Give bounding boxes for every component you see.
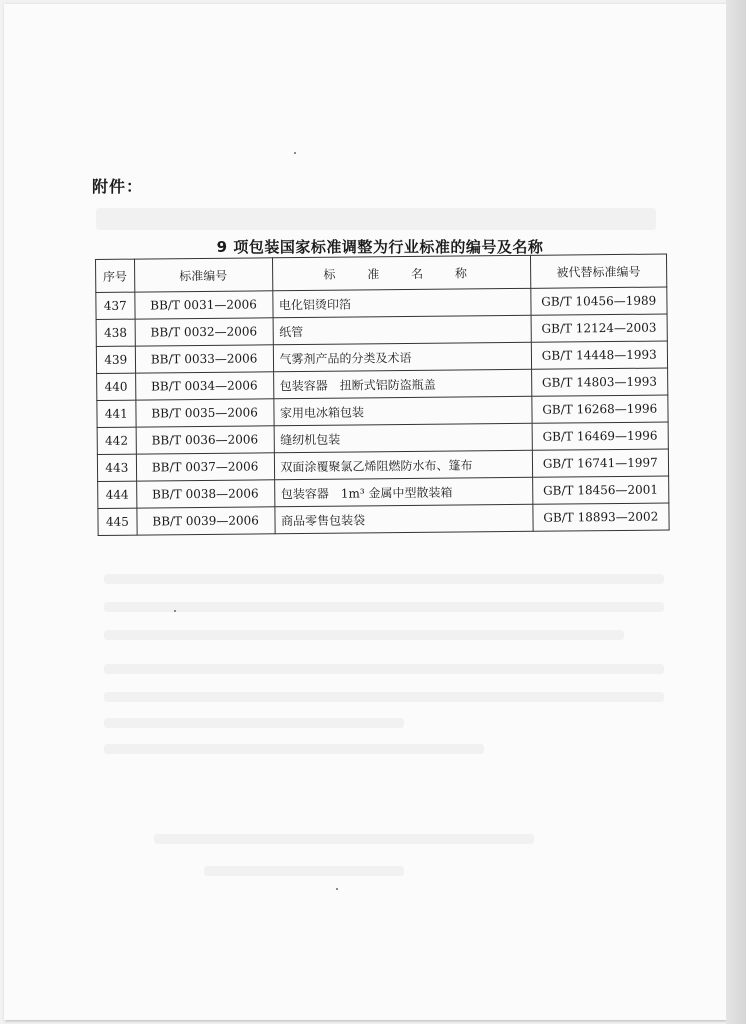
cell-standard-name: 商品零售包装袋 [274,504,532,533]
cell-standard-name: 缝纫机包装 [274,423,532,452]
header-standard-code: 标准编号 [134,258,272,292]
cell-standard-name: 电化铝烫印箔 [272,288,530,317]
paper-speck [336,888,338,890]
cell-standard-code: BB/T 0036—2006 [136,426,274,454]
cell-replaced-code: GB/T 10456—1989 [530,287,667,315]
show-through-mark [204,866,404,876]
cell-standard-name: 双面涂覆聚氯乙烯阻燃防水布、篷布 [274,450,532,479]
header-standard-name [272,255,530,290]
cell-replaced-code: GB/T 14803—1993 [531,368,668,396]
cell-serial-no: 443 [97,454,136,481]
attachment-label: 附件： [92,177,144,196]
header-serial-no: 序号 [96,259,135,292]
cell-serial-no: 437 [96,292,135,319]
show-through-mark [104,664,664,674]
show-through-mark [104,630,624,640]
show-through-mark [104,574,664,584]
cell-replaced-code: GB/T 14448—1993 [531,341,668,369]
cell-serial-no: 442 [97,427,136,454]
show-through-mark [96,208,656,230]
cell-replaced-code: GB/T 12124—2003 [531,314,668,342]
header-standard-name-text: 标 准 名 称 [323,265,482,282]
cell-standard-name: 气雾剂产品的分类及术语 [273,342,531,371]
cell-replaced-code: GB/T 18893—2002 [532,503,669,531]
cell-standard-name: 包装容器 扭断式铝防盗瓶盖 [273,369,531,398]
cell-standard-code: BB/T 0034—2006 [135,372,273,400]
cell-serial-no: 444 [98,481,137,508]
paper-speck [174,610,176,612]
show-through-mark [104,718,404,728]
cell-standard-name: 纸管 [273,315,531,344]
cell-replaced-code: GB/T 18456—2001 [532,476,669,504]
show-through-mark [154,834,534,844]
paper-speck [294,152,296,154]
standards-table [95,254,670,536]
cell-standard-code: BB/T 0032—2006 [135,318,273,346]
cell-replaced-code: GB/T 16469—1996 [532,422,669,450]
show-through-mark [104,744,484,754]
cell-serial-no: 445 [98,508,137,535]
cell-standard-code: BB/T 0033—2006 [135,345,273,373]
table-header-row [96,254,667,292]
table-row [98,503,669,535]
cell-serial-no: 438 [96,319,135,346]
show-through-mark [104,602,664,612]
cell-standard-name: 家用电冰箱包装 [273,396,531,425]
cell-standard-code: BB/T 0038—2006 [136,480,274,508]
cell-standard-name: 包装容器 1m³ 金属中型散装箱 [274,477,532,506]
cell-standard-code: BB/T 0037—2006 [136,453,274,481]
cell-serial-no: 439 [96,346,135,373]
cell-replaced-code: GB/T 16741—1997 [532,449,669,477]
table-title: 9 项包装国家标准调整为行业标准的编号及名称 [216,238,544,256]
cell-serial-no: 441 [97,400,136,427]
cell-standard-code: BB/T 0035—2006 [136,399,274,427]
header-replaced-code: 被代替标准编号 [530,254,667,288]
cell-standard-code: BB/T 0039—2006 [137,507,275,535]
page-edge-shadow [726,0,746,1024]
cell-standard-code: BB/T 0031—2006 [135,291,273,319]
show-through-mark [104,692,664,702]
cell-replaced-code: GB/T 16268—1996 [531,395,668,423]
cell-serial-no: 440 [97,373,136,400]
